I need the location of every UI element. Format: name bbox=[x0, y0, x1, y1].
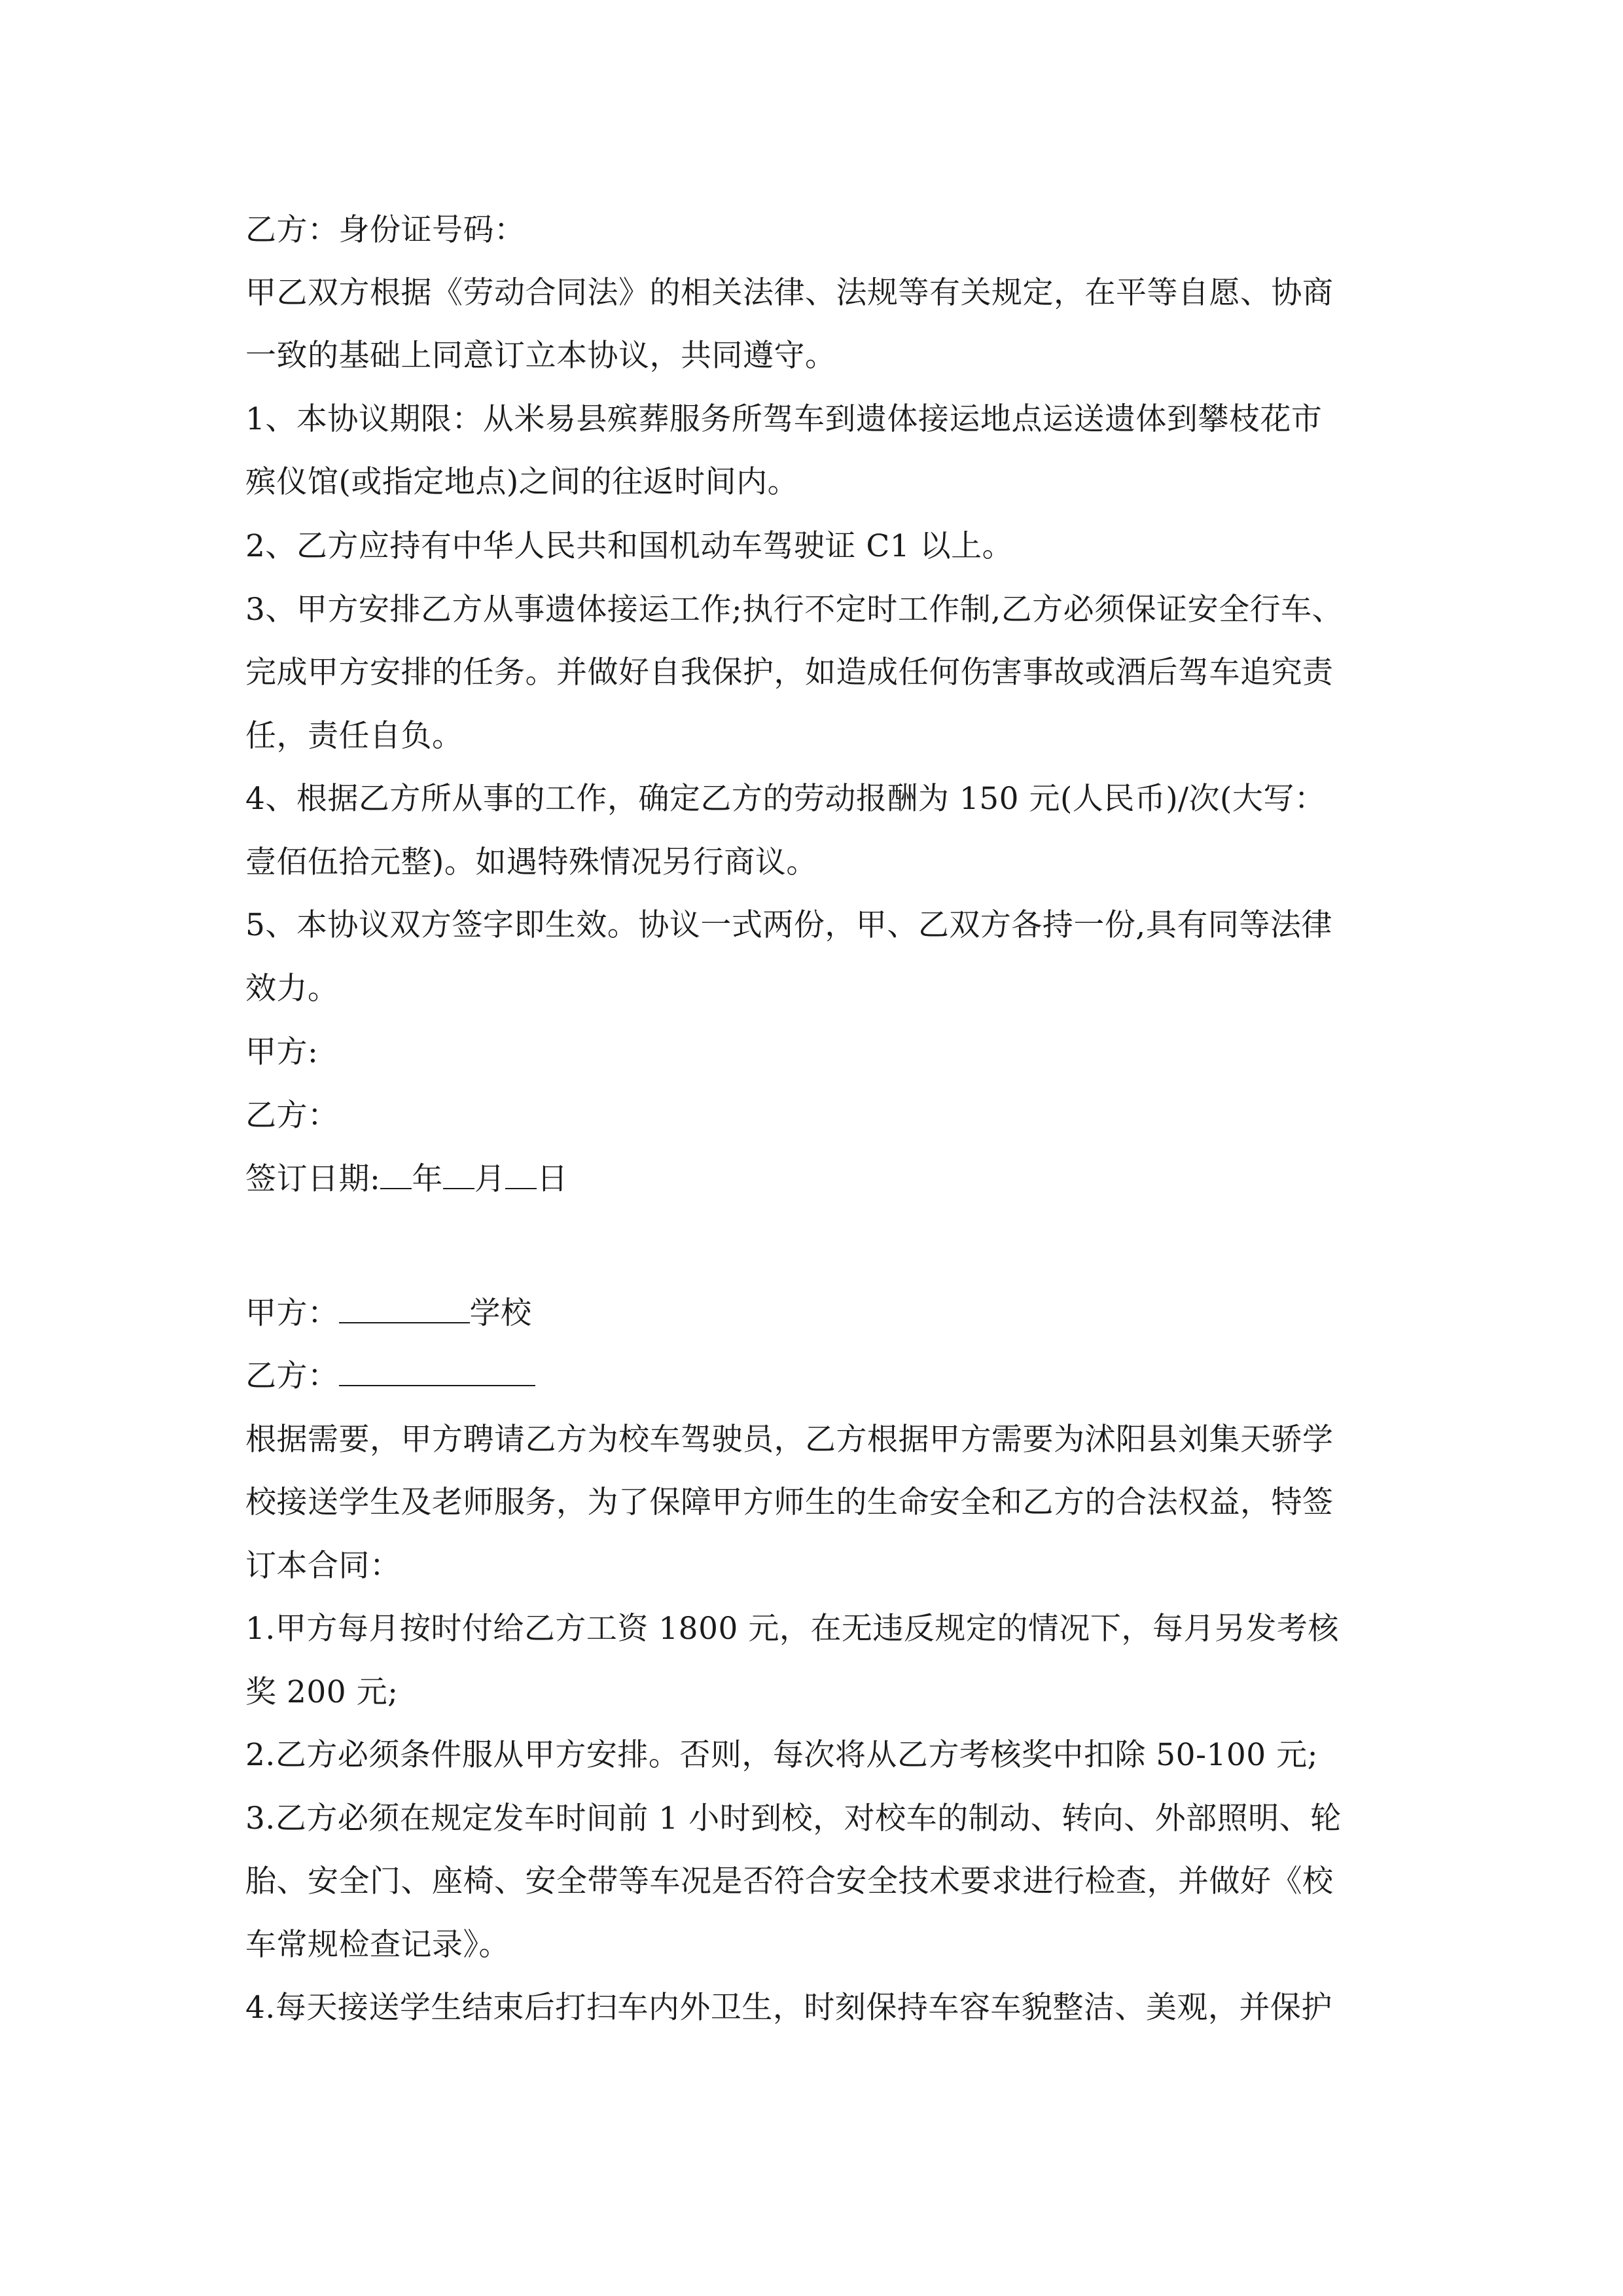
signature-party-a: 甲方: bbox=[245, 1034, 319, 1070]
contract-intro-line-3: 订本合同： bbox=[245, 1548, 401, 1584]
item-3-line-3: 车常规检查记录》。 bbox=[245, 1927, 510, 1963]
party-a-label: 甲方： bbox=[245, 1295, 339, 1331]
school-party-a-line bbox=[245, 1293, 532, 1333]
driver-name-blank bbox=[339, 1356, 535, 1386]
clause-3-line-2: 完成甲方安排的任务。并做好自我保护，如造成任何伤害事故或酒后驾车追究责 bbox=[245, 655, 1334, 691]
school-name-blank bbox=[339, 1293, 470, 1323]
clause-4-line-2: 壹佰伍拾元整)。如遇特殊情况另行商议。 bbox=[245, 844, 817, 880]
signing-date-label: 签订日期: bbox=[245, 1161, 381, 1197]
clause-3-line-1: 3、甲方安排乙方从事遗体接运工作;执行不定时工作制,乙方必须保证安全行车、 bbox=[245, 592, 1344, 628]
item-3-line-2: 胎、安全门、座椅、安全带等车况是否符合安全技术要求进行检查，并做好《校 bbox=[245, 1863, 1334, 1899]
school-suffix: 学校 bbox=[469, 1295, 532, 1331]
item-3-line-1: 3.乙方必须在规定发车时间前 1 小时到校，对校车的制动、转向、外部照明、轮 bbox=[245, 1801, 1342, 1837]
item-1-line-2: 奖 200 元; bbox=[245, 1674, 399, 1710]
signing-date-line bbox=[245, 1159, 568, 1199]
clause-4-line-1: 4、根据乙方所从事的工作，确定乙方的劳动报酬为 150 元(人民币)/次(大写： bbox=[245, 781, 1326, 817]
day-blank bbox=[505, 1159, 537, 1189]
clause-3-line-3: 任，责任自负。 bbox=[245, 718, 463, 754]
clause-1-line-2: 殡仪馆(或指定地点)之间的往返时间内。 bbox=[245, 464, 799, 500]
signature-party-b: 乙方： bbox=[245, 1098, 339, 1134]
party-b-label: 乙方： bbox=[245, 1358, 339, 1394]
clause-5-line-1: 5、本协议双方签字即生效。协议一式两份，甲、乙双方各持一份,具有同等法律 bbox=[245, 907, 1332, 943]
party-b-id-line: 乙方：身份证号码： bbox=[245, 212, 526, 248]
contract-intro-line-2: 校接送学生及老师服务，为了保障甲方师生的生命安全和乙方的合法权益，特签 bbox=[245, 1484, 1334, 1520]
contract-intro-line-1: 根据需要，甲方聘请乙方为校车驾驶员，乙方根据甲方需要为沭阳县刘集天骄学 bbox=[245, 1422, 1334, 1458]
item-4-line-1: 4.每天接送学生结束后打扫车内外卫生，时刻保持车容车貌整洁、美观，并保护 bbox=[245, 1990, 1332, 2026]
month-label: 月 bbox=[474, 1161, 506, 1197]
school-party-b-line bbox=[245, 1356, 535, 1396]
item-1-line-1: 1.甲方每月按时付给乙方工资 1800 元，在无违反规定的情况下，每月另发考核 bbox=[245, 1611, 1339, 1647]
item-2-line: 2.乙方必须条件服从甲方安排。否则，每次将从乙方考核奖中扣除 50-100 元; bbox=[245, 1737, 1318, 1773]
clause-1-line-1: 1、本协议期限：从米易县殡葬服务所驾车到遗体接运地点运送遗体到攀枝花市 bbox=[245, 401, 1323, 437]
day-label: 日 bbox=[537, 1161, 568, 1197]
intro-line-2: 一致的基础上同意订立本协议，共同遵守。 bbox=[245, 338, 836, 374]
year-label: 年 bbox=[412, 1161, 443, 1197]
intro-line-1: 甲乙双方根据《劳动合同法》的相关法律、法规等有关规定，在平等自愿、协商 bbox=[245, 275, 1334, 311]
clause-5-line-2: 效力。 bbox=[245, 971, 339, 1007]
clause-2-line: 2、乙方应持有中华人民共和国机动车驾驶证 C1 以上。 bbox=[245, 528, 1014, 564]
month-blank bbox=[443, 1159, 474, 1189]
year-blank bbox=[380, 1159, 412, 1189]
